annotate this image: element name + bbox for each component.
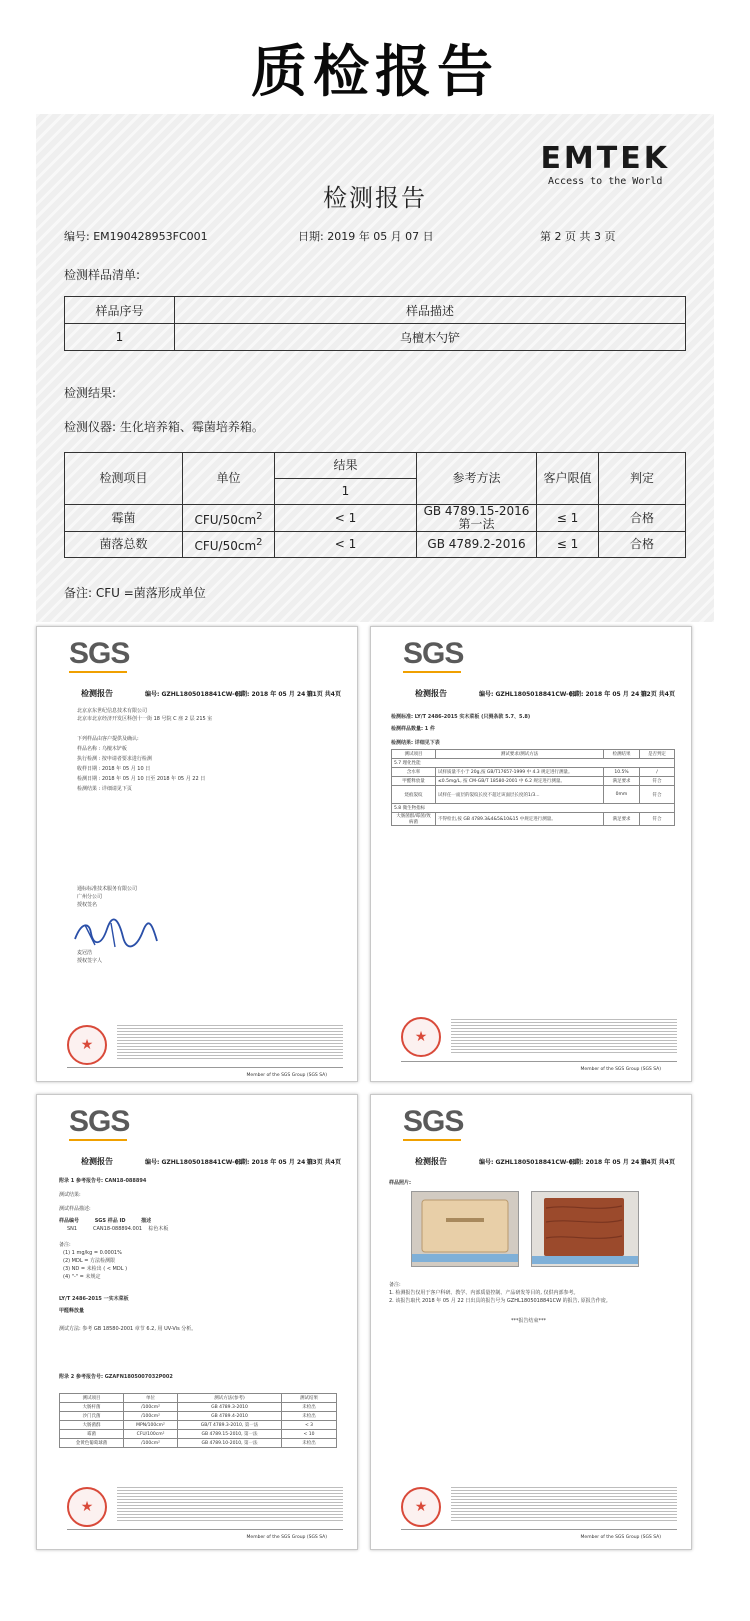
table-row (60, 1421, 337, 1430)
emtek-logo-tagline: Access to the World (548, 176, 663, 187)
emtek-report (36, 114, 714, 622)
table-cell: 符合 (640, 786, 675, 804)
sample-photo-board-image (532, 1192, 639, 1267)
table-header: 测试方法(参考) (178, 1394, 282, 1403)
sgs-page-2 (370, 626, 692, 1082)
text-line: 检测结果: 详细见下表 (391, 740, 440, 746)
table-cell: 试样质量不小于 20g,按 GB/T17657-1999 中 4.3 规定进行测量。 (436, 768, 604, 777)
table-cell: 霉菌 (60, 1430, 124, 1439)
table-cell: 满足要求 (604, 777, 640, 786)
official-stamp-icon: ★ (401, 1487, 441, 1527)
table-cell: < 10 (282, 1430, 337, 1439)
table-cell: ≤ 1 (537, 532, 599, 558)
text-line: 检测标准: LY/T 2486-2015 实木菜板 (只测条款 5.7、5.8) (391, 714, 531, 720)
footer-rule (67, 1529, 343, 1530)
table-cell: /100cm² (124, 1412, 178, 1421)
remark-line: 2. 该报告取代 2018 年 05 月 22 日出具的报告号为 GZHL1805018841CW 的报告, 原报告作废。 (389, 1298, 611, 1304)
signer-title: 授权签字人 (77, 958, 103, 964)
text-line: 附录 1 参考报告号: CAN18-088894 (59, 1178, 147, 1184)
table-row (60, 1430, 337, 1439)
text-line: 检测结果 : 详细请见下页 (77, 786, 132, 792)
sgs-logo: SGS (403, 637, 464, 670)
table-header: 样品描述 (175, 297, 686, 324)
table-cell: 大肠杆菌 (60, 1403, 124, 1412)
sgs-member-text: Member of the SGS Group (SGS SA) (580, 1535, 661, 1540)
sample-col: SGS 样品 ID (94, 1218, 126, 1224)
table-cell (183, 532, 275, 558)
table-header: 测试要求/测试方法 (436, 750, 604, 759)
sgs-page-number: 第1页 共4页 (306, 691, 341, 698)
text-line: 样品名称 : 乌檀木铲板 (77, 746, 127, 752)
disclaimer-text (117, 1025, 343, 1061)
table-cell: / (640, 768, 675, 777)
sgs-report-date: 日期: 2018 年 05 月 24 日 (569, 691, 648, 698)
unit-sup: 2 (256, 537, 263, 548)
note-line: (4) "-" = 未规定 (63, 1274, 101, 1280)
instruments-text: 检测仪器: 生化培养箱、霉菌培养箱。 (64, 420, 264, 434)
table-cell: ≤ 1 (537, 505, 599, 532)
text-line: 下列样品由客户提供及确认: (77, 736, 139, 742)
table-header: 结果 (275, 453, 417, 479)
report-end: ***报告结束*** (511, 1318, 547, 1324)
sgs-page-number: 第2页 共4页 (640, 691, 675, 698)
table-cell: 合格 (599, 532, 686, 558)
table-row (392, 768, 675, 777)
result-table (64, 452, 686, 558)
sample-col: 描述 (141, 1218, 152, 1224)
photo-label: 样品照片: (389, 1180, 411, 1186)
table-cell: < 1 (275, 505, 417, 532)
emtek-logo-text: EMTEK (540, 141, 670, 176)
result-table (391, 749, 675, 826)
sgs-report-number: 编号: GZHL1805018841CW-01 (145, 691, 243, 698)
table-row (392, 777, 675, 786)
sgs-logo-underline (403, 1139, 461, 1141)
table-cell: 乌檀木勺铲 (175, 324, 686, 351)
table-header: 判定 (599, 453, 686, 505)
sample-photo-box (411, 1191, 519, 1267)
page-title: 质检报告 (251, 40, 499, 105)
note-line: 备注: (59, 1242, 71, 1248)
sgs-logo: SGS (69, 637, 130, 670)
official-stamp-icon: ★ (401, 1017, 441, 1057)
table-cell: 符合 (640, 813, 675, 826)
disclaimer-text (451, 1487, 677, 1523)
standard-line: LY/T 2486-2015 一实木菜板 (59, 1296, 129, 1302)
sgs-logo-underline (403, 671, 461, 673)
sgs-report-date: 日期: 2018 年 05 月 24 日 (569, 1159, 648, 1166)
table-cell (417, 505, 537, 532)
table-header: 参考方法 (417, 453, 537, 505)
text-line: 授权签名 (77, 902, 98, 908)
emtek-report-title: 检测报告 (323, 184, 427, 212)
sample-val: 棕色木板 (148, 1226, 169, 1232)
method-text: GB 4789.15-2016 (423, 504, 530, 518)
report-number: 编号: EM190428953FC001 (64, 230, 208, 243)
sample-list-label: 检测样品清单: (64, 268, 141, 282)
table-cell: GB 4789.10-2010, 第一法 (178, 1439, 282, 1448)
sgs-page-1 (36, 626, 358, 1082)
text-line: 北京京东世纪信息技术有限公司 (77, 708, 148, 714)
remark-line: 1. 检测报告仅用于客户科研、教学、内部质量控制、产品研发等目的, 仅供内部参考。 (389, 1290, 579, 1296)
table-row (65, 297, 686, 324)
sgs-logo-underline (69, 1139, 127, 1141)
results-label: 检测结果: (64, 386, 117, 400)
table-row (65, 505, 686, 532)
table-cell: CFU/100cm² (124, 1430, 178, 1439)
unit-text: CFU/50cm (194, 539, 257, 553)
footer-rule (401, 1061, 677, 1062)
table-cell: /100cm² (124, 1439, 178, 1448)
signature-image (71, 917, 161, 951)
table-header: 测试项目 (60, 1394, 124, 1403)
table-header: 测试结果 (282, 1394, 337, 1403)
note-line: (3) ND = 未检出 ( < MDL ) (63, 1266, 128, 1272)
text-line: 收样日期 : 2018 年 05 月 10 日 (77, 766, 151, 772)
table-cell: < 3 (282, 1421, 337, 1430)
footer-rule (67, 1067, 343, 1068)
table-cell: 试样任一面层的裂纹长度不超过该面层长度的1/3... (436, 786, 604, 804)
sample-table (64, 296, 686, 351)
table-row (392, 813, 675, 826)
text-line: 北京市北京经济开发区科创十一街 18 号院 C 座 2 层 215 室 (77, 716, 213, 722)
table-header: 1 (275, 479, 417, 505)
report-date: 日期: 2019 年 05 月 07 日 (298, 230, 434, 243)
sample-values (67, 1225, 168, 1233)
table-header: 客户限值 (537, 453, 599, 505)
sgs-page-4 (370, 1094, 692, 1550)
note-text: 备注: CFU =菌落形成单位 (64, 586, 206, 600)
sgs-report-number: 编号: GZHL1805018841CW-01 (479, 691, 577, 698)
sub-line: 甲醛释放量 (59, 1308, 85, 1314)
footer-rule (401, 1529, 677, 1530)
report-page: 第 2 页 共 3 页 (540, 230, 616, 243)
signer-name: 麦冠浩 (77, 950, 93, 956)
table-row (60, 1412, 337, 1421)
table-cell: 0mm (604, 786, 640, 804)
table-cell: 未检出 (282, 1403, 337, 1412)
table-cell: 1 (65, 324, 175, 351)
table-cell: 10.5% (604, 768, 640, 777)
table-cell: GB 4789.3-2010 (178, 1403, 282, 1412)
sgs-report-title: 检测报告 (415, 1157, 447, 1166)
disclaimer-text (451, 1019, 677, 1055)
table-cell: 合格 (599, 505, 686, 532)
sample-val: CAN18-088894.001 (93, 1226, 143, 1232)
table-cell: 霉菌 (65, 505, 183, 532)
sgs-report-date: 日期: 2018 年 05 月 24 日 (235, 691, 314, 698)
table-row (60, 1439, 337, 1448)
sgs-report-title: 检测报告 (415, 689, 447, 698)
sgs-member-text: Member of the SGS Group (SGS SA) (246, 1535, 327, 1540)
method-line: 测试方法: 参考 GB 18580-2001 章节 6.2, 用 UV-Vis 分析。 (59, 1326, 197, 1332)
sgs-report-title: 检测报告 (81, 689, 113, 698)
sgs-logo: SGS (403, 1105, 464, 1138)
table-cell: 甲醛释放量 (392, 777, 436, 786)
text-line: 检测样品数量: 1 件 (391, 726, 435, 732)
text-line: 检测日期 : 2018 年 05 月 10 日至 2018 年 05 月 22 日 (77, 776, 206, 782)
text-line: 通标标准技术服务有限公司 (77, 886, 138, 892)
note-line: (2) MDL = 方法检测限 (63, 1258, 115, 1264)
sgs-report-number: 编号: GZHL1805018841CW-01 (479, 1159, 577, 1166)
official-stamp-icon: ★ (67, 1487, 107, 1527)
table-cell (183, 505, 275, 532)
text-line: 测试样品描述: (59, 1206, 91, 1212)
sgs-report-number: 编号: GZHL1805018841CW-01 (145, 1159, 243, 1166)
text-line: 广州分公司 (77, 894, 103, 900)
table-cell: ≤0.5mg/L, 按 CM-GB/T 18580-2001 中 6.2 规定进行测量。 (436, 777, 604, 786)
table-cell: GB 4789.15-2010, 第一法 (178, 1430, 282, 1439)
disclaimer-text (117, 1487, 343, 1523)
table-cell: GB/T 4789.3-2010, 第一法 (178, 1421, 282, 1430)
table-row (60, 1394, 337, 1403)
table-section: 5.8 微生物指标 (392, 804, 675, 813)
sgs-report-title: 检测报告 (81, 1157, 113, 1166)
table-cell: 沙门氏菌 (60, 1412, 124, 1421)
method-sub-text: 第一法 (458, 517, 495, 531)
table-cell: 符合 (640, 777, 675, 786)
note-line: (1) 1 mg/kg = 0.0001% (63, 1250, 122, 1256)
sample-col: 样品编号 (59, 1218, 80, 1224)
sgs-logo-underline (69, 671, 127, 673)
table-header: 样品序号 (65, 297, 175, 324)
table-header: 检测项目 (65, 453, 183, 505)
text-line: 测试结果: (59, 1192, 81, 1198)
table-cell: 含水率 (392, 768, 436, 777)
sample-header (59, 1217, 151, 1225)
sgs-report-date: 日期: 2018 年 05 月 24 日 (235, 1159, 314, 1166)
table-row (392, 759, 675, 768)
sample-photo-board (531, 1191, 639, 1267)
table-cell: 大肠菌群/霉菌/致病菌 (392, 813, 436, 826)
table-header: 是否判定 (640, 750, 675, 759)
text-line: 执行检测 : 按申请者要求进行检测 (77, 756, 152, 762)
remark-line: 备注: (389, 1282, 401, 1288)
sample-val: SN1 (67, 1226, 78, 1232)
sgs-member-text: Member of the SGS Group (SGS SA) (246, 1073, 327, 1078)
table-section: 5.7 理化性能 (392, 759, 675, 768)
table-row (65, 324, 686, 351)
table-row (392, 786, 675, 804)
table-row (392, 804, 675, 813)
sgs-member-text: Member of the SGS Group (SGS SA) (580, 1067, 661, 1072)
table-header: 单位 (124, 1394, 178, 1403)
table-header: 单位 (183, 453, 275, 505)
table-row (392, 750, 675, 759)
table-cell: MPN/100cm² (124, 1421, 178, 1430)
table-cell: GB 4789.4-2010 (178, 1412, 282, 1421)
table-cell: GB 4789.2-2016 (417, 532, 537, 558)
official-stamp-icon: ★ (67, 1025, 107, 1065)
table-row (65, 532, 686, 558)
table-cell: 菌落总数 (65, 532, 183, 558)
sample-photo-box-image (412, 1192, 519, 1267)
table-cell: 满足要求 (604, 813, 640, 826)
table-header: 检测结果 (604, 750, 640, 759)
sgs-page-number: 第4页 共4页 (640, 1159, 675, 1166)
table-row (65, 453, 686, 479)
table-cell: 烧痕裂纹 (392, 786, 436, 804)
table-cell: 未检出 (282, 1439, 337, 1448)
sgs-page-3 (36, 1094, 358, 1550)
unit-text: CFU/50cm (194, 512, 257, 527)
table-cell: 未检出 (282, 1412, 337, 1421)
unit-sup: 2 (256, 510, 263, 522)
table-cell: 大肠菌群 (60, 1421, 124, 1430)
table-cell: 金黄色葡萄球菌 (60, 1439, 124, 1448)
sgs-page-number: 第3页 共4页 (306, 1159, 341, 1166)
table-cell: 不得检出,按 GB 4789.3&4&5&10&15 中规定进行测量。 (436, 813, 604, 826)
table-header: 测试项目 (392, 750, 436, 759)
ref2-line: 附录 2 参考报告号: GZAFN1805007032P002 (59, 1374, 173, 1380)
table-cell: /100cm² (124, 1403, 178, 1412)
sgs-logo: SGS (69, 1105, 130, 1138)
table-cell: < 1 (275, 532, 417, 558)
result-table (59, 1393, 337, 1448)
table-row (60, 1403, 337, 1412)
